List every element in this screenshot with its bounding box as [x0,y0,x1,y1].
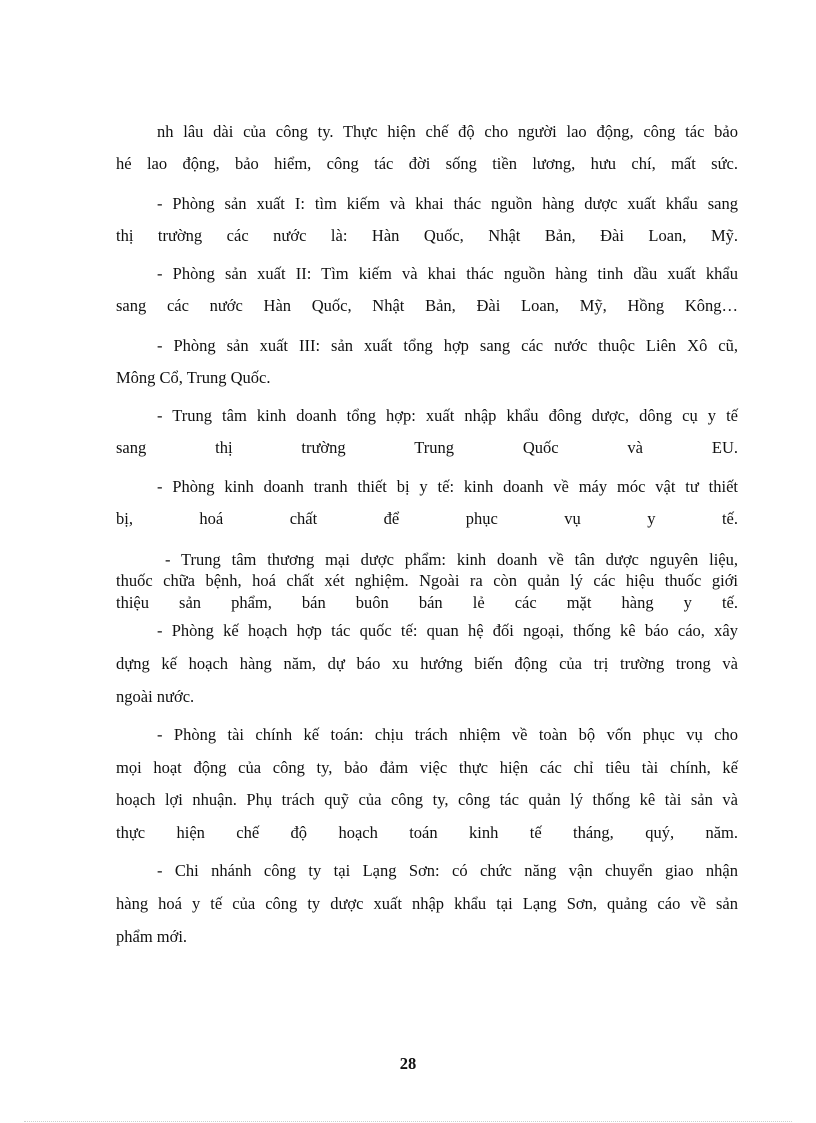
text-line: hàng hoá y tế của công ty dược xuất nhập khẩu tại Lạng Sơn, quảng cáo về sản [116,894,738,913]
text-line: nh lâu dài của công ty. Thực hiện chế độ cho người lao động, công tác bảo [157,122,738,141]
text-line: thiệu sản phẩm, bán buôn bán lẻ các mặt hàng y tế. [116,593,738,612]
text-line: phẩm mới. [116,927,188,946]
text-line: hé lao động, bảo hiểm, công tác đời sống tiền lương, hưu chí, mất sức. [116,154,738,173]
text-line: hoạch lợi nhuận. Phụ trách quỹ của công ty, công tác quản lý thống kê tài sản và [116,790,738,809]
text-line: - Phòng sản xuất I: tìm kiếm và khai thác nguồn hàng dược xuất khẩu sang [157,194,738,213]
text-line: - Phòng sản xuất III: sản xuất tổng hợp sang các nước thuộc Liên Xô cũ, [157,336,738,355]
text-line: - Phòng kinh doanh tranh thiết bị y tế: kinh doanh về máy móc vật tư thiết [157,477,738,496]
text-line: - Chi nhánh công ty tại Lạng Sơn: có chức năng vận chuyển giao nhận [157,861,738,880]
text-line: thuốc chữa bệnh, hoá chất xét nghiệm. Ngoài ra còn quản lý các hiệu thuốc giới [116,571,738,590]
text-line: Mông Cổ, Trung Quốc. [116,368,271,387]
text-line: thực hiện chế độ hoạch toán kinh tế tháng, quý, năm. [116,823,738,842]
page-number: 28 [399,1054,417,1073]
text-line: thị trường các nước là: Hàn Quốc, Nhật Bản, Đài Loan, Mỹ. [116,226,738,245]
text-line: mọi hoạt động của công ty, bảo đảm việc thực hiện các chỉ tiêu tài chính, kế [116,758,738,777]
text-line: - Phòng sản xuất II: Tìm kiếm và khai thác nguồn hàng tinh dầu xuất khẩu [157,264,738,283]
text-line: sang các nước Hàn Quốc, Nhật Bản, Đài Loan, Mỹ, Hồng Kông… [116,296,738,315]
text-line: bị, hoá chất để phục vụ y tế. [116,509,738,528]
page-bottom-divider [24,1121,792,1122]
text-line: - Trung tâm thương mại dược phẩm: kinh doanh về tân dược nguyên liệu, [165,550,738,569]
text-line: dựng kế hoạch hàng năm, dự báo xu hướng biến động của trị trường trong và [116,654,738,673]
text-line: sang thị trường Trung Quốc và EU. [116,438,738,457]
text-line: - Trung tâm kinh doanh tổng hợp: xuất nhập khẩu đông dược, dông cụ y tế [157,406,738,425]
text-line: - Phòng kế hoạch hợp tác quốc tế: quan hệ đối ngoại, thống kê báo cáo, xây [157,621,738,640]
text-line: ngoài nước. [116,687,195,706]
text-line: - Phòng tài chính kế toán: chịu trách nhiệm về toàn bộ vốn phục vụ cho [157,725,738,744]
